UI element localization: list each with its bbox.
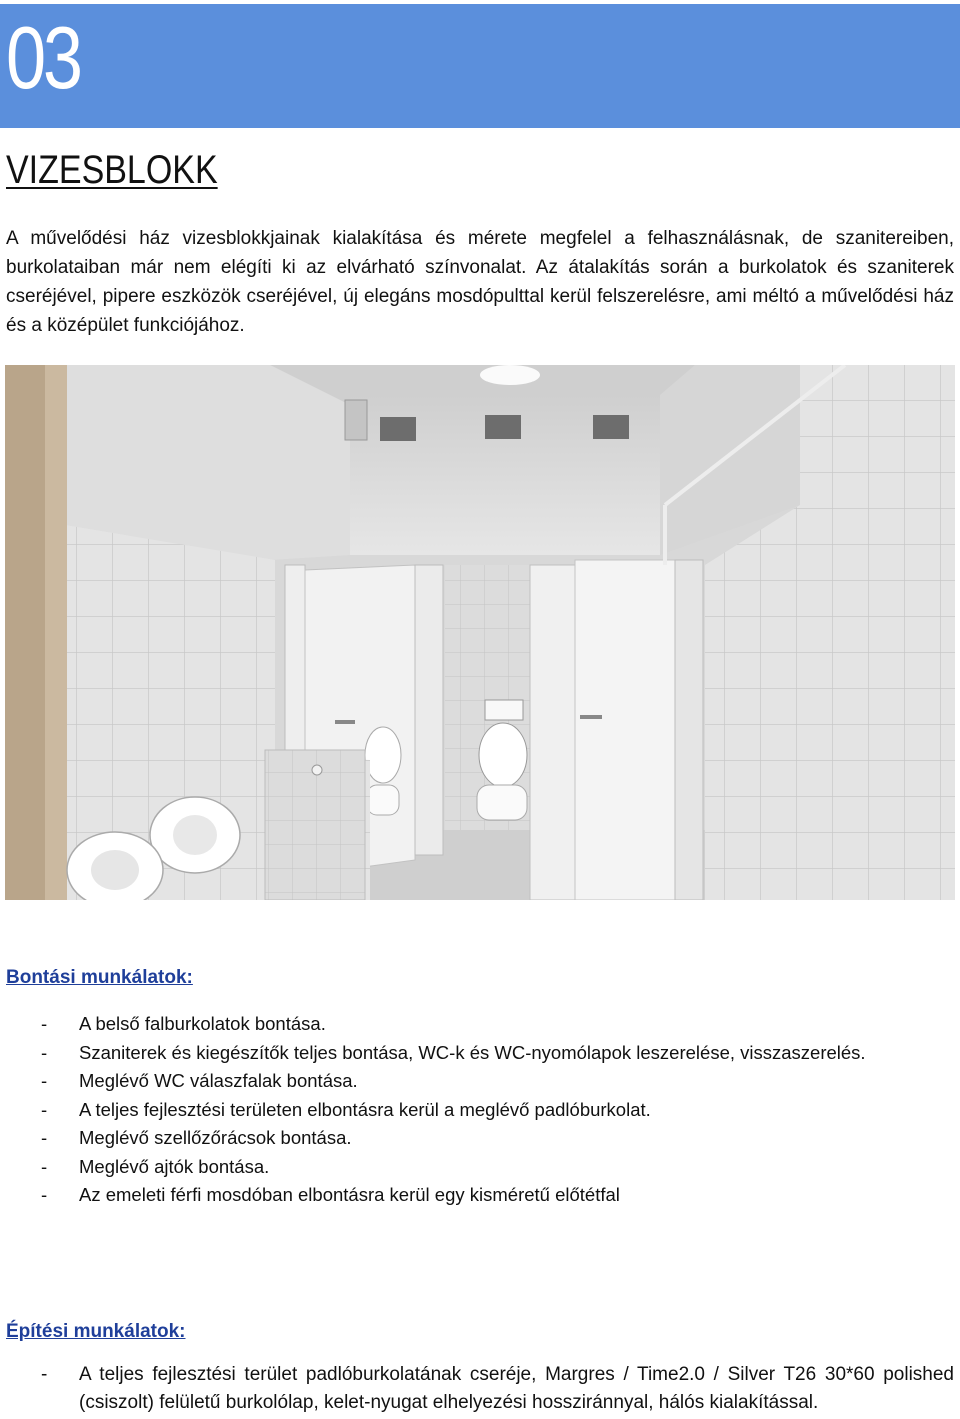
chapter-number: 03: [6, 8, 80, 107]
list-item: - Az emeleti férfi mosdóban elbontásra kerül egy kisméretű előtétfal: [41, 1184, 620, 1205]
list-item: - Meglévő szellőzőrácsok bontása.: [41, 1127, 352, 1148]
list-item: - A belső falburkolatok bontása.: [41, 1013, 326, 1034]
construction-heading: Építési munkálatok:: [6, 1321, 186, 1342]
list-item: - A teljes fejlesztési terület padlóburkolatának cseréje, Margres / Time2.0 / Silver T26 30*60 polished (csiszolt) felületű burkolólap, kelet-nyugat elhelyezési hossziránnyal, hálós kialakítással.: [41, 1364, 954, 1413]
list-item: - Szaniterek és kiegészítők teljes bontása, WC-k és WC-nyomólapok leszerelése, visszaszerelés.: [41, 1041, 866, 1063]
restroom-illustration: [5, 365, 955, 900]
construction-list: [0, 1361, 960, 1417]
chapter-header-band: [0, 4, 960, 128]
demolition-list: [0, 1010, 960, 1210]
intro-paragraph: [6, 224, 954, 340]
restroom-photo: [5, 365, 955, 900]
list-item: - A teljes fejlesztési területen elbontásra kerül a meglévő padlóburkolat.: [41, 1098, 651, 1120]
list-item: - Meglévő WC válaszfalak bontása.: [41, 1070, 358, 1091]
section-title: VIZESBLOKK: [6, 148, 218, 192]
intro-text: A művelődési ház vizesblokkjainak kialakítása és mérete megfelel a felhasználásnak, de szanitereiben, burkolataiban már nem elégíti ki az elvárható színvonalat. Az átalakítás során a burkolatok és szaniterek cseréjével, pipere eszközök cseréjével, új elegáns mosdópulttal kerül felszerelésre, ami méltó a művelődési ház és a középület funkciójához.: [6, 228, 954, 336]
list-item: - Meglévő ajtók bontása.: [41, 1155, 270, 1177]
demolition-heading: Bontási munkálatok:: [6, 967, 193, 988]
